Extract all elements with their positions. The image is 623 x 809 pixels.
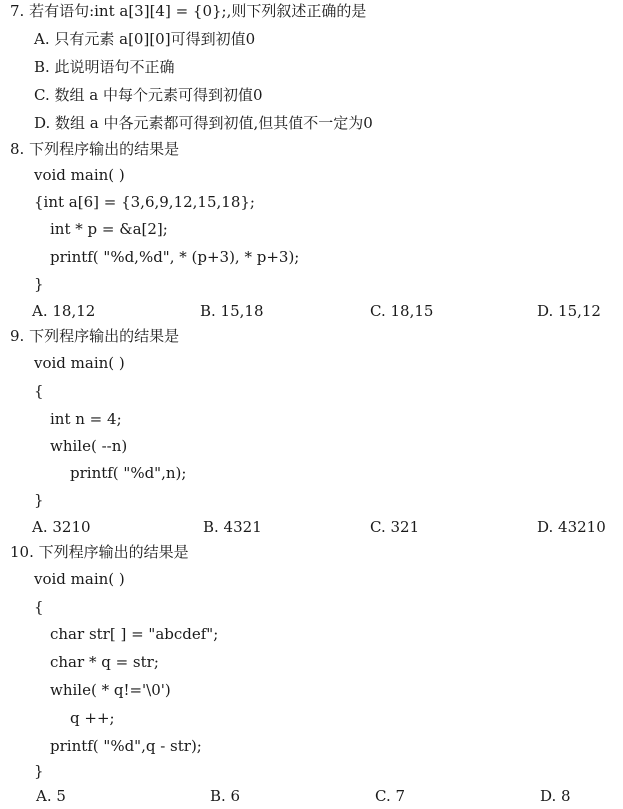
question-10-code-line: q ++; <box>70 709 115 727</box>
question-10-choice-b: B. 6 <box>210 787 241 805</box>
question-9-choice-b: B. 4321 <box>203 518 262 536</box>
question-8-code-line: } <box>34 275 44 293</box>
question-10-choice-c: C. 7 <box>375 787 406 805</box>
question-9-code-line: void main( ) <box>34 354 125 372</box>
question-10-code-line: while( * q!='\0') <box>50 681 171 699</box>
question-10-stem: 10. 下列程序输出的结果是 <box>10 543 189 561</box>
question-9-code-line: int n = 4; <box>50 410 122 428</box>
question-8-stem: 8. 下列程序输出的结果是 <box>10 140 180 158</box>
question-10-choice-d: D. 8 <box>540 787 571 805</box>
question-7-option-d: D. 数组 a 中各元素都可得到初值,但其值不一定为0 <box>34 114 373 132</box>
question-7-option-c: C. 数组 a 中每个元素可得到初值0 <box>34 86 263 104</box>
question-8-choice-c: C. 18,15 <box>370 302 434 320</box>
question-9-stem: 9. 下列程序输出的结果是 <box>10 327 180 345</box>
question-10-code-line: void main( ) <box>34 570 125 588</box>
question-9-choice-d: D. 43210 <box>537 518 606 536</box>
question-9-choice-c: C. 321 <box>370 518 420 536</box>
question-8-choice-b: B. 15,18 <box>200 302 264 320</box>
question-10-code-line: { <box>34 598 44 616</box>
question-10-code-line: char str[ ] = "abcdef"; <box>50 625 219 643</box>
question-9-code-line: printf( "%d",n); <box>70 464 187 482</box>
question-8-code-line: {int a[6] = {3,6,9,12,15,18}; <box>34 193 255 211</box>
question-8-code-line: void main( ) <box>34 166 125 184</box>
question-8-code-line: int * p = &a[2]; <box>50 220 168 238</box>
question-8-code-line: printf( "%d,%d", * (p+3), * p+3); <box>50 248 300 266</box>
question-10-choice-a: A. 5 <box>36 787 66 805</box>
question-10-code-line: char * q = str; <box>50 653 159 671</box>
question-10-code-line: printf( "%d",q - str); <box>50 737 202 755</box>
question-10-code-line: } <box>34 762 44 780</box>
question-8-choice-d: D. 15,12 <box>537 302 601 320</box>
question-9-code-line: } <box>34 491 44 509</box>
question-8-choice-a: A. 18,12 <box>32 302 96 320</box>
question-9-choice-a: A. 3210 <box>32 518 91 536</box>
question-7-option-b: B. 此说明语句不正确 <box>34 58 175 76</box>
question-7-stem: 7. 若有语句:int a[3][4] = {0};,则下列叙述正确的是 <box>10 2 367 20</box>
question-9-code-line: { <box>34 382 44 400</box>
question-7-option-a: A. 只有元素 a[0][0]可得到初值0 <box>34 30 256 48</box>
question-9-code-line: while( --n) <box>50 437 128 455</box>
